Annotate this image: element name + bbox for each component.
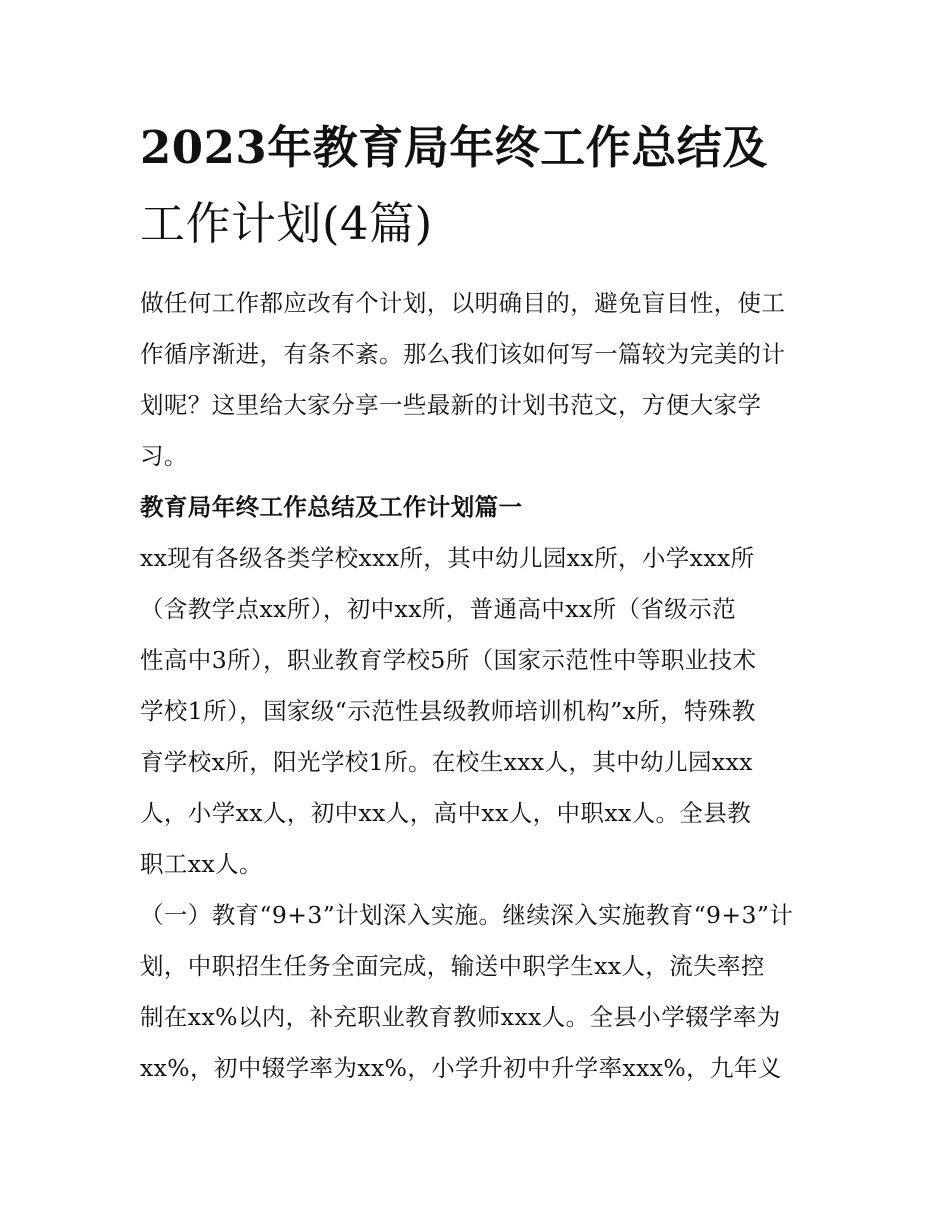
paragraph1-line-2: （含教学点xx所），初中xx所，普通高中xx所（省级示范: [140, 595, 736, 623]
title-line-2: 工作计划(4篇): [140, 197, 433, 250]
intro-line-3: 划呢？这里给大家分享一些最新的计划书范文，方便大家学: [140, 391, 762, 419]
intro-line-1: 做任何工作都应改有个计划，以明确目的，避免盲目性，使工: [140, 289, 786, 317]
document-title: [140, 110, 812, 262]
body-paragraph-2: [140, 890, 812, 1094]
intro-line-4: 习。: [140, 442, 188, 470]
intro-line-2: 作循序渐进，有条不紊。那么我们该如何写一篇较为完美的计: [140, 340, 786, 368]
intro-paragraph: [140, 278, 812, 482]
paragraph2-line-1: （一）教育“9+3”计划深入实施。继续深入实施教育“9+3”计: [140, 901, 794, 929]
paragraph1-line-1: xx现有各级各类学校xxx所，其中幼儿园xx所，小学xxx所: [140, 544, 755, 572]
paragraph2-line-3: 制在xx%以内，补充职业教育教师xxx人。全县小学辍学率为: [140, 1003, 781, 1031]
paragraph2-line-2: 划，中职招生任务全面完成，输送中职学生xx人，流失率控: [140, 952, 765, 980]
section-heading: 教育局年终工作总结及工作计划篇一: [140, 493, 523, 521]
title-line-1: 2023年教育局年终工作总结及: [140, 121, 768, 174]
paragraph2-line-4: xx%，初中辍学率为xx%，小学升初中升学率xxx%，九年义: [140, 1054, 782, 1082]
paragraph1-line-4: 学校1所），国家级“示范性县级教师培训机构”x所，特殊教: [140, 697, 756, 725]
document-page: [140, 110, 812, 1094]
body-paragraph-1: [140, 533, 812, 890]
paragraph1-line-6: 人，小学xx人，初中xx人，高中xx人，中职xx人。全县教: [140, 799, 752, 827]
paragraph1-line-3: 性高中3所），职业教育学校5所（国家示范性中等职业技术: [140, 646, 757, 674]
paragraph1-line-5: 育学校x所，阳光学校1所。在校生xxx人，其中幼儿园xxx: [140, 748, 753, 776]
paragraph1-line-7: 职工xx人。: [140, 850, 263, 878]
